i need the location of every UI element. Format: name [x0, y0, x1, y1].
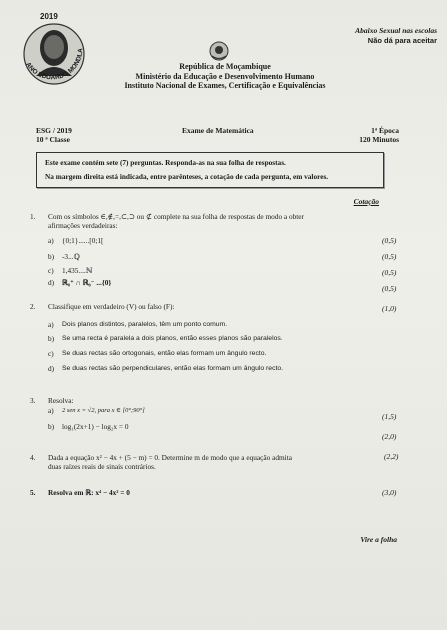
question-3-text: Resolva: — [48, 396, 74, 405]
question-3b-text: log₁(2x+1) − log₂x = 0 — [62, 422, 129, 431]
slogan-line1: Abaixo Sexual nas escolas — [355, 26, 437, 35]
question-2c-text: Se duas rectas são ortogonais, então elas formam um ângulo recto. — [62, 350, 267, 357]
question-5-score: (3,0) — [382, 488, 397, 497]
instructions-line2: Na margem direita está indicada, entre parênteses, a cotação de cada pergunta, em valores. — [45, 172, 329, 181]
question-1b-label: b) — [48, 252, 55, 261]
question-1c-score: (0,5) — [382, 268, 397, 277]
national-emblem-icon — [208, 40, 230, 62]
question-1-line1: Com os símbolos ∈,∉,=,⊂,⊃ ou ⊄ complete na sua folha de respostas de modo a obter — [48, 212, 304, 221]
question-5-text: Resolva em ℝ: x⁴ − 4x² = 0 — [48, 488, 130, 497]
question-3a-text: 2 sen x = √2, para x ∈ [0°;90°] — [62, 407, 145, 414]
question-1d-text: ℝ₀⁺ ∩ ℝ₀⁻ ...{0} — [62, 278, 112, 287]
question-2b-text: Se uma recta é paralela a dois planos, então esses planos são paralelos. — [62, 335, 283, 342]
question-3b-label: b) — [48, 422, 55, 431]
exam-grade: 10 ª Classe — [36, 135, 70, 144]
question-1d-label: d) — [48, 278, 55, 287]
header-institute: Instituto Nacional de Exames, Certificação e Equivalências — [124, 81, 326, 90]
question-1a-label: a) — [48, 236, 54, 245]
exam-epoch: 1ª Época — [371, 126, 399, 135]
question-2c-label: c) — [48, 349, 54, 358]
question-2a-label: a) — [48, 320, 54, 329]
seal-year: 2019 — [40, 12, 58, 21]
instructions-line1: Este exame contém sete (7) perguntas. Responda-as na sua folha de respostas. — [45, 158, 286, 167]
question-1-text — [48, 212, 388, 230]
question-2d-text: Se duas rectas são perpendiculares, então elas formam um ângulo recto. — [62, 365, 284, 372]
cotacao-heading: Cotação — [353, 197, 379, 206]
question-2-text: Classifique em verdadeiro (V) ou falso (F): — [48, 302, 175, 311]
question-1-number: 1. — [30, 212, 36, 221]
question-4-line1: Dada a equação x² − 4x + (5 − m) = 0. Determine m de modo que a equação admita — [48, 453, 292, 462]
slogan-line2: Não dá para aceitar — [367, 36, 437, 45]
slogan — [355, 26, 437, 46]
question-3b-score: (2,0) — [382, 432, 397, 441]
question-1d-score: (0,5) — [382, 284, 397, 293]
seal-ring-text: ANO EDUARDO MONDLA — [24, 48, 85, 82]
question-4-score: (2,2) — [384, 452, 399, 461]
header-republic: República de Moçambique — [179, 62, 271, 71]
question-4-number: 4. — [30, 453, 36, 462]
question-1-line2: afirmações verdadeiras: — [48, 221, 118, 230]
question-2d-label: d) — [48, 364, 55, 373]
question-1b-text: -3...ℚ — [62, 252, 80, 261]
instructions-box — [36, 152, 384, 188]
question-1a-score: (0,5) — [382, 236, 397, 245]
question-1c-text: 1,435....ℕ — [62, 266, 93, 275]
question-3-number: 3. — [30, 396, 36, 405]
question-1c-label: c) — [48, 266, 54, 275]
question-4-text — [48, 453, 378, 471]
exam-title: Exame de Matemática — [182, 126, 254, 135]
question-2a-text: Dois planos distintos, paralelos, têm um ponto comum. — [62, 321, 228, 328]
question-2-number: 2. — [30, 302, 36, 311]
question-3a-score: (1,5) — [382, 412, 397, 421]
header-ministry: Ministério da Educação e Desenvolvimento Humano — [135, 71, 315, 81]
exam-code: ESG / 2019 — [36, 126, 72, 135]
exam-duration: 120 Minutos — [359, 135, 399, 144]
question-1a-text: {0;1}......[0;1[ — [62, 236, 104, 245]
question-5-number: 5. — [30, 488, 36, 497]
question-4-line2: duas raízes reais de sinais contrários. — [48, 462, 156, 471]
question-3a-label: a) — [48, 406, 54, 415]
question-1b-score: (0,5) — [382, 252, 397, 261]
question-2-score: (1,0) — [382, 304, 397, 313]
turn-page-note: Vire a folha — [360, 535, 397, 544]
institution-header — [80, 62, 370, 91]
question-2b-label: b) — [48, 334, 55, 343]
